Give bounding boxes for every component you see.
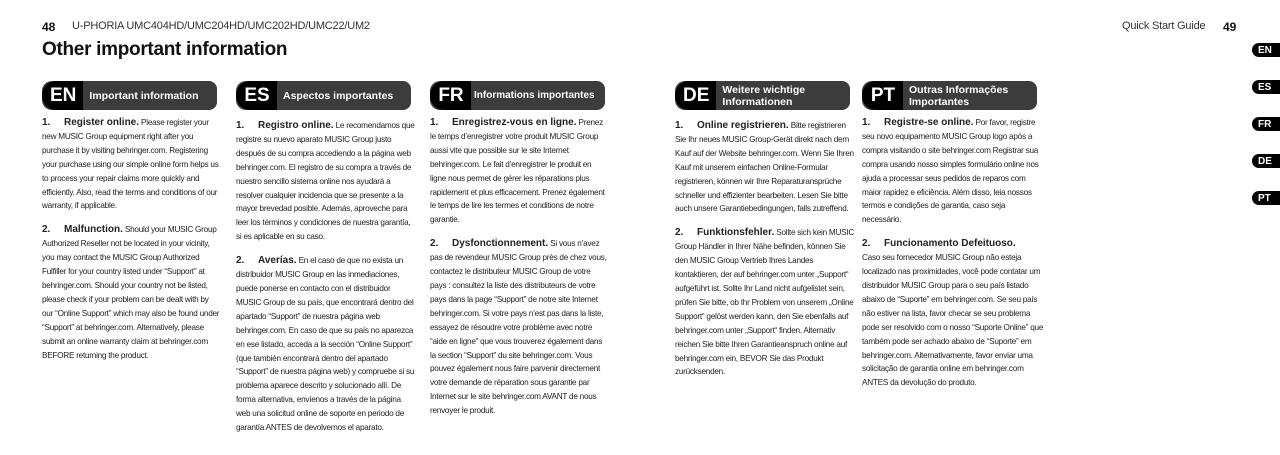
section-pt	[862, 81, 1044, 390]
section-heading: Outras Informações Importantes	[909, 83, 1009, 108]
list-item: 2. Funktionsfehler. Sollte sich kein MUSIC Group Händler in Ihrer Nähe befinden, können Sie den MUSIC Group Vertrieb Ihres Landes kontaktieren, der auf behringer.com unter „Support“ aufgeführt ist. Sollte Ihr Land nicht aufgelistet sein, prüfen Sie bitte, ob Ihr Problem von unserem „Online Support“ gelöst werden kann, den Sie ebenfalls auf behringer.com unter „Support“ finden. Alternativ reichen Sie bitte Ihren Garantieanspruch online auf behringer.com ein, BEVOR Sie das Produkt zurücksenden.	[675, 227, 855, 377]
item-text: Si vous n’avez pas de revendeur MUSIC Group près de chez vous, contactez le distributeur MUSIC Group de votre pays : consultez la liste des distributeurs de votre pays dans la page “Support” de notre site Internet behringer.com. Si votre pays n’est pas dans la liste, essayez de résoudre votre problème avec notre “aide en ligne” que vous trouverez également dans la section “Support” du site behringer.com. Vous pouvez également nous faire parvenir directement votre demande de réparation sous garantie par Internet sur le site behringer.com AVANT de nous renvoyer le produit.	[430, 239, 607, 416]
item-text: Please register your new MUSIC Group equipment right after you purchase it by visiting behringer.com. Registering your purchase using our simple online form helps us to process your repair claims more quickly and efficiently. Also, read the terms and conditions of our warranty, if applicable.	[42, 118, 219, 211]
list-item: 1. Register online. Please register your new MUSIC Group equipment right after you purchase it by visiting behringer.com. Registering your purchase using our simple online form helps us to process your repair claims more quickly and efficiently. Also, read the terms and conditions of our warranty, if applicable.	[42, 117, 219, 211]
section-heading: Important information	[89, 89, 199, 102]
item-text: Prenez le temps d’enregistrer votre produit MUSIC Group aussi vite que possible sur le site Internet behringer.com. Le fait d’enregistrer le produit en ligne nous permet de gérer les réparations plus rapidement et plus efficacement. Prenez également le temps de lire les termes et conditions de notre garantie.	[430, 118, 605, 225]
item-title: Dysfonctionnement.	[452, 238, 549, 250]
language-badge-pt	[862, 81, 1037, 110]
section-heading: Aspectos importantes	[283, 89, 394, 102]
item-text: Caso seu fornecedor MUSIC Group não esteja localizado nas proximidades, você pode contatar um distribuidor MUSIC Group para o seu país listado abaixo de “Suporte” em behringer.com. Se seu país não estiver na lista, favor checar se seu problema pode ser resolvido com o nosso “Suporte Online” que também pode ser achado abaixo de “Suporte” em behringer.com. Alternativamente, favor enviar uma solicitação de garantia online em behringer.com ANTES da devolução do produto.	[862, 253, 1044, 388]
language-code: FR	[430, 81, 471, 110]
list-item: 2. Dysfonctionnement. Si vous n’avez pas de revendeur MUSIC Group près de chez vous, contactez le distributeur MUSIC Group de votre pays : consultez la liste des distributeurs de votre pays dans la page “Support” de notre site Internet behringer.com. Si votre pays n’est pas dans la liste, essayez de résoudre votre problème avec notre “aide en ligne” que vous trouverez également dans la section “Support” du site behringer.com. Vous pouvez également nous faire parvenir directement votre demande de réparation sous garantie par Internet sur le site behringer.com AVANT de nous renvoyer le produit.	[430, 238, 607, 416]
item-text: Por favor, registre seu novo equipamento MUSIC Group logo após a compra visitando o site behringer.com Registrar sua compra usando nosso simples formulário online nos ajuda a processar seus pedidos de reparos com maior rapidez e eficiência. Além disso, leia nossos termos e condições de garantia, caso seja necessário.	[862, 118, 1039, 225]
language-badge-de	[675, 81, 850, 110]
side-tab-en[interactable]: EN	[1252, 43, 1280, 57]
item-title: Funktionsfehler.	[697, 227, 775, 239]
language-side-tabs	[1252, 43, 1280, 228]
item-title: Averías.	[258, 255, 297, 267]
item-title: Malfunction.	[64, 224, 123, 236]
language-code: PT	[862, 81, 903, 110]
language-code: DE	[675, 81, 716, 110]
language-badge-en	[42, 81, 217, 110]
list-item: 1. Enregistrez-vous en ligne. Prenez le temps d’enregistrer votre produit MUSIC Group aussi vite que possible sur le site Internet behringer.com. Le fait d’enregistrer le produit en ligne nous permet de gérer les réparations plus rapidement et plus efficacement. Prenez également le temps de lire les termes et conditions de notre garantie.	[430, 117, 605, 225]
list-item: 2. Funcionamento Defeituoso. Caso seu fornecedor MUSIC Group não esteja localizado nas proximidades, você pode contatar um distribuidor MUSIC Group para o seu país listado abaixo de “Suporte” em behringer.com. Se seu país não estiver na lista, favor checar se seu problema pode ser resolvido com o nosso “Suporte Online” que também pode ser achado abaixo de “Suporte” em behringer.com. Alternativamente, favor enviar uma solicitação de garantia online em behringer.com ANTES da devolução do produto.	[862, 238, 1044, 388]
side-tab-fr[interactable]: FR	[1252, 117, 1280, 131]
language-badge-es	[236, 81, 411, 110]
left-running-title: U-PHORIA UMC404HD/UMC204HD/UMC202HD/UMC22/UM2	[72, 20, 370, 32]
section-de	[675, 81, 855, 379]
section-title: Other important information	[42, 39, 288, 60]
left-page-number: 48	[42, 20, 56, 34]
item-title: Enregistrez-vous en ligne.	[452, 117, 577, 128]
language-code: EN	[42, 81, 83, 110]
language-code: ES	[236, 81, 277, 110]
list-item: 2. Malfunction. Should your MUSIC Group Authorized Reseller not be located in your vicinity, you may contact the MUSIC Group Authorized Fulfiller for your country listed under “Support” at behringer.com. Should your country not be listed, please check if your problem can be dealt with by our “Online Support” which may also be found under “Support” at behringer.com. Alternatively, please submit an online warranty claim at behringer.com BEFORE returning the product.	[42, 224, 220, 360]
side-tab-pt[interactable]: PT	[1252, 191, 1280, 205]
item-text: Sollte sich kein MUSIC Group Händler in Ihrer Nähe befinden, können Sie den MUSIC Group Vertrieb Ihres Landes kontaktieren, der auf behringer.com unter „Support“ aufgeführt ist. Sollte Ihr Land nicht aufgelistet sein, prüfen Sie bitte, ob Ihr Problem von unserem „Online Support“ gelöst werden kann, den Sie ebenfalls auf behringer.com unter „Support“ finden. Alternativ reichen Sie bitte Ihren Garantieanspruch online auf behringer.com ein, BEVOR Sie das Produkt zurücksenden.	[675, 228, 855, 377]
item-title: Registre-se online.	[884, 117, 974, 128]
list-item: 2. Averías. En el caso de que no exista un distribuidor MUSIC Group en las inmediaciones, puede ponerse en contacto con el distribuidor MUSIC Group de su país, que encontrará dentro del apartado “Support” de nuestra página web behringer.com. En caso de que su país no aparezca en ese listado, acceda a la sección “Online Support” (que también encontrará dentro del apartado “Support” de nuestra página web) y compruebe si su problema aparece descrito y solucionado allí. De forma alternativa, envíenos a través de la página web una solicitud online de soporte en periodo de garantía ANTES de devolvernos el aparato.	[236, 255, 415, 433]
section-heading: Informations importantes	[474, 89, 595, 101]
item-title: Registro online.	[258, 120, 334, 131]
item-text: En el caso de que no exista un distribuidor MUSIC Group en las inmediaciones, puede ponerse en contacto con el distribuidor MUSIC Group de su país, que encontrará dentro del apartado “Support” de nuestra página web behringer.com. En caso de que su país no aparezca en ese listado, acceda a la sección “Online Support” (que también encontrará dentro del apartado “Support” de nuestra página web) y compruebe si su problema aparece descrito y solucionado allí. De forma alternativa, envíenos a través de la página web una solicitud online de soporte en periodo de garantía ANTES de devolvernos el aparato.	[236, 256, 415, 433]
item-title: Online registrieren.	[697, 120, 789, 131]
language-badge-fr	[430, 81, 605, 110]
list-item: 1. Online registrieren. Bitte registrieren Sie Ihr neues MUSIC Group-Gerät direkt nach dem Kauf auf der Website behringer.com. Wenn Sie Ihren Kauf mit unserem einfachen Online-Formular registrieren, können wir Ihre Reparaturansprüche schneller und effizienter bearbeiten. Lesen Sie bitte auch unsere Garantiebedingungen, falls zutreffend.	[675, 120, 854, 214]
side-tab-de[interactable]: DE	[1252, 154, 1280, 168]
item-text: Should your MUSIC Group Authorized Reseller not be located in your vicinity, you may contact the MUSIC Group Authorized Fulfiller for your country listed under “Support” at behringer.com. Should your country not be listed, please check if your problem can be dealt with by our “Online Support” which may also be found under “Support” at behringer.com. Alternatively, please submit an online warranty claim at behringer.com BEFORE returning the product.	[42, 225, 220, 360]
right-page-number: 49	[1223, 20, 1237, 34]
item-title: Register online.	[64, 117, 140, 128]
list-item: 1. Registre-se online. Por favor, registre seu novo equipamento MUSIC Group logo após a compra visitando o site behringer.com Registrar sua compra usando nosso simples formulário online nos ajuda a processar seus pedidos de reparos com maior rapidez e eficiência. Além disso, leia nossos termos e condições de garantia, caso seja necessário.	[862, 117, 1039, 225]
side-tab-es[interactable]: ES	[1252, 80, 1280, 94]
item-text: Bitte registrieren Sie Ihr neues MUSIC Group-Gerät direkt nach dem Kauf auf der Website behringer.com. Wenn Sie Ihren Kauf mit unserem einfachen Online-Formular registrieren, können wir Ihre Reparaturansprüche schneller und effizienter bearbeiten. Lesen Sie bitte auch unsere Garantiebedingungen, falls zutreffend.	[675, 121, 854, 214]
item-title: Funcionamento Defeituoso.	[884, 238, 1016, 250]
section-fr	[430, 81, 608, 418]
item-text: Le recomendamos que registre su nuevo aparato MUSIC Group justo después de su compra accediendo a la página web behringer.com. El registro de su compra a través de nuestro sencillo sistema online nos ayudará a resolver cualquier incidencia que se presente a la mayor brevedad posible. Además, aproveche para leer los términos y condiciones de nuestra garantía, si es aplicable en su caso.	[236, 121, 415, 242]
section-es	[236, 81, 416, 435]
right-running-title: Quick Start Guide	[1122, 20, 1206, 32]
section-heading: Weitere wichtige Informationen	[722, 83, 806, 108]
section-en	[42, 81, 220, 362]
list-item: 1. Registro online. Le recomendamos que registre su nuevo aparato MUSIC Group justo después de su compra accediendo a la página web behringer.com. El registro de su compra a través de nuestro sencillo sistema online nos ayudará a resolver cualquier incidencia que se presente a la mayor brevedad posible. Además, aproveche para leer los términos y condiciones de nuestra garantía, si es aplicable en su caso.	[236, 120, 415, 242]
